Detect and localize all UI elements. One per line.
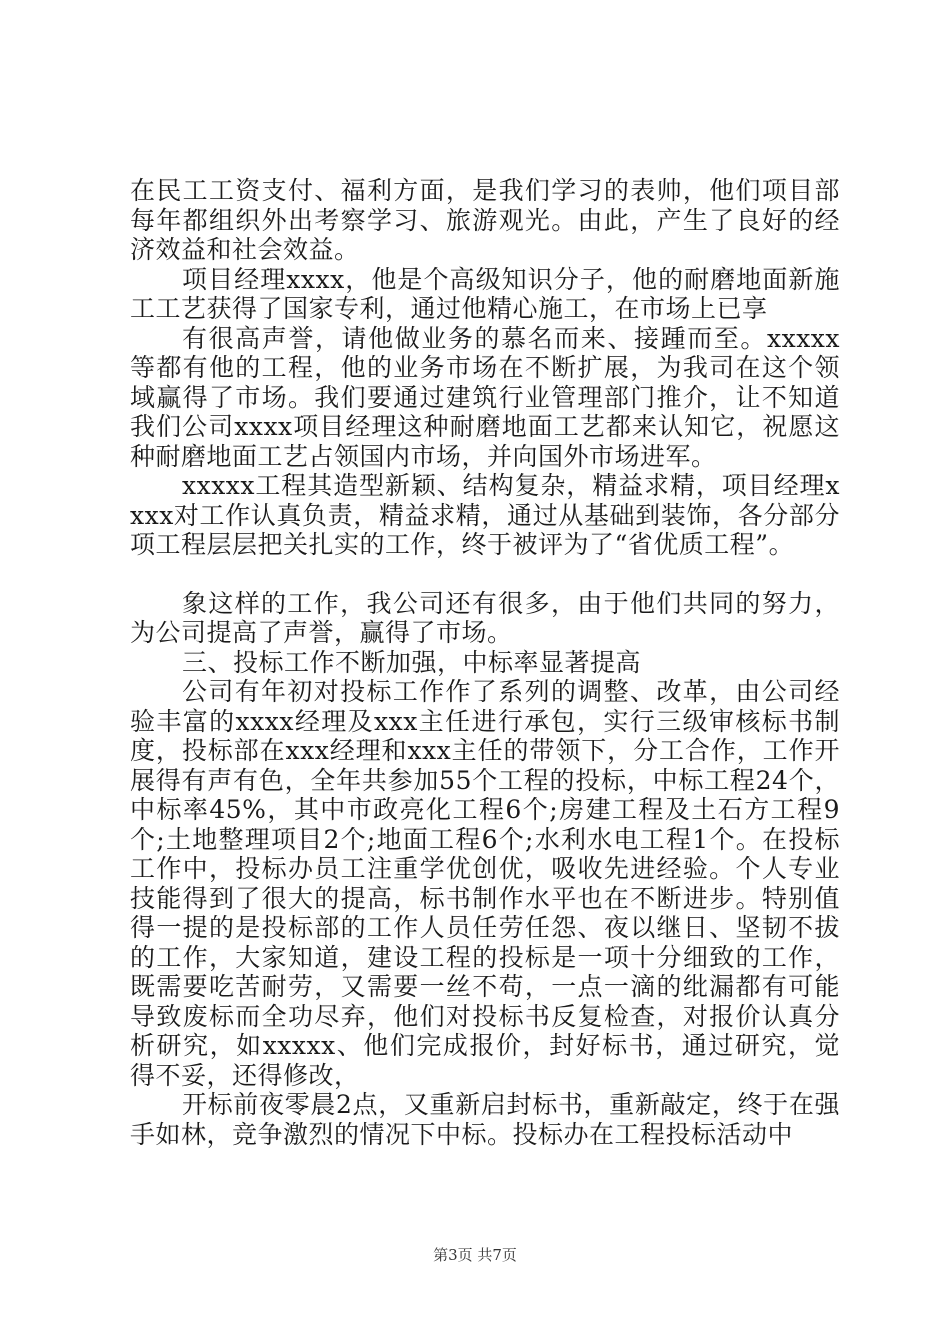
paragraph-wages-welfare: 在民工工资支付、福利方面，是我们学习的表帅，他们项目部每年都组织外出考察学习、旅游观光。由此，产生了良好的经济效益和社会效益。	[130, 176, 840, 264]
paragraph-bidding-work: 公司有年初对投标工作作了系列的调整、改革，由公司经验丰富的xxxx经理及xxx主任进行承包，实行三级审核标书制度，投标部在xxx经理和xxx主任的带领下，分工合作，工作开展得有声有色，全年共参加55个工程的投标，中标工程24个，中标率45%，其中市政亮化工程6个;房建工程及土石方工程9个;土地整理项目2个;地面工程6个;水利水电工程1个。在投标工作中，投标办员工注重学优创优，吸收先进经验。个人专业技能得到了很大的提高，标书制作水平也在不断进步。特别值得一提的是投标部的工作人员任劳任怨、夜以继日、坚韧不拔的工作，大家知道，建设工程的投标是一项十分细致的工作，既需要吃苦耐劳，又需要一丝不苟，一点一滴的纰漏都有可能导致废标而全功尽弃，他们对投标书反复检查，对报价认真分析研究，如xxxxx、他们完成报价，封好标书，通过研究，觉得不妥，还得修改，	[130, 677, 840, 1090]
section-heading-bidding: 三、投标工作不断加强，中标率显著提高	[182, 647, 642, 677]
paragraph-quality-project: xxxxx工程其造型新颖、结构复杂，精益求精，项目经理xxxx对工作认真负责，精益求精，通过从基础到装饰，各分部分项工程层层把关扎实的工作，终于被评为了“省优质工程”。	[130, 471, 840, 559]
paragraph-reputation: 有很高声誉，请他做业务的慕名而来、接踵而至。xxxxx等都有他的工程，他的业务市场在不断扩展，为我司在这个领域赢得了市场。我们要通过建筑行业管理部门推介，让不知道我们公司xxxx项目经理这种耐磨地面工艺都来认知它，祝愿这种耐磨地面工艺占领国内市场，并向国外市场进军。	[130, 323, 840, 471]
paragraph-project-manager: 项目经理xxxx，他是个高级知识分子，他的耐磨地面新施工工艺获得了国家专利，通过他精心施工，在市场上已享	[130, 264, 840, 323]
page-number-footer: 第3页 共7页	[433, 1246, 517, 1264]
paragraph-summary: 象这样的工作，我公司还有很多，由于他们共同的努力，为公司提高了声誉，赢得了市场。	[130, 588, 840, 647]
paragraph-bid-opening: 开标前夜零晨2点，又重新启封标书，重新敲定，终于在强手如林，竞争激烈的情况下中标。投标办在工程投标活动中	[130, 1090, 840, 1149]
document-body	[130, 176, 840, 1149]
